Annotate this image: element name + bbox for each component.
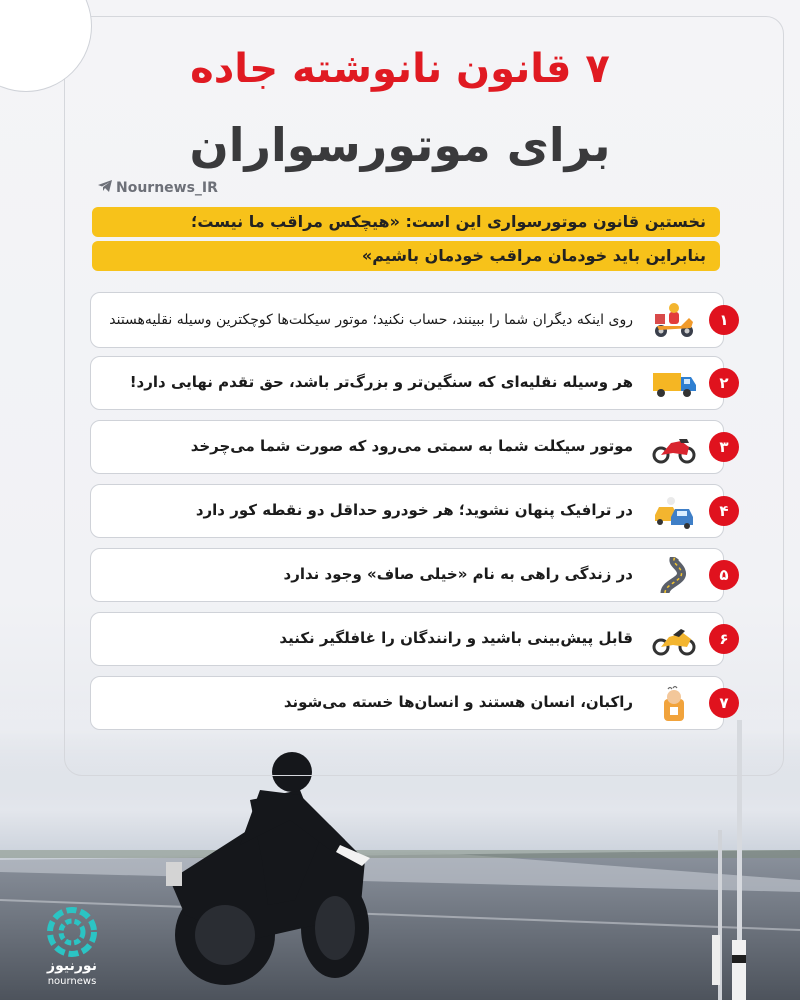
scooter-rider-icon — [651, 302, 697, 338]
rule-text-4: در ترافیک پنهان نشوید؛ هر خودرو حداقل دو نقطه کور دارد — [195, 501, 633, 520]
winding-road-icon — [651, 557, 697, 593]
rule-text-6: قابل پیش‌بینی باشید و رانندگان را غافلگیر نکنید — [279, 629, 633, 648]
nournews-logo[interactable] — [42, 906, 102, 990]
rule-card-1 — [90, 292, 729, 348]
truck-icon — [651, 365, 697, 401]
rule-text-7: راکبان، انسان هستند و انسان‌ها خسته می‌شوند — [283, 693, 633, 712]
rule-card-6 — [90, 612, 729, 666]
rule-card-2 — [90, 356, 729, 410]
rule-text-2: هر وسیله نقلیه‌ای که سنگین‌تر و بزرگ‌تر باشد، حق تقدم نهایی دارد! — [129, 373, 633, 392]
rule-card-3 — [90, 420, 729, 474]
rule-number-1: ۱ — [709, 305, 739, 335]
tired-rider-icon — [651, 685, 697, 721]
rule-number-6: ۶ — [709, 624, 739, 654]
intro-highlight-1: نخستین قانون موتورسواری این است: «هیچکس مراقب ما نیست؛ — [92, 207, 720, 237]
rule-number-4: ۴ — [709, 496, 739, 526]
source-credit — [98, 180, 218, 196]
rule-number-5: ۵ — [709, 560, 739, 590]
rule-card-5 — [90, 548, 729, 602]
rule-card-7 — [90, 676, 729, 730]
rule-text-3: موتور سیکلت شما به سمتی می‌رود که صورت شما می‌چرخد — [190, 437, 633, 456]
telegram-icon — [98, 180, 112, 196]
rule-text-1: روی اینکه دیگران شما را ببینند، حساب نکنید؛ موتور سیکلت‌ها کوچکترین وسیله نقلیه‌هستند — [109, 311, 633, 328]
logo-subtitle: nournews — [47, 976, 97, 987]
sport-motorcycle-icon — [651, 429, 697, 465]
intro-highlight-2: بنابراین باید خودمان مراقب خودمان باشیم» — [92, 241, 720, 271]
nournews-emblem-icon — [42, 906, 102, 958]
source-handle: Nournews_IR — [116, 180, 218, 196]
motorcycle-icon — [651, 621, 697, 657]
title-line-1: ۷ قانون نانوشته جاده — [190, 46, 610, 92]
car-crash-icon — [651, 493, 697, 529]
title-line-2: برای موتورسواران — [189, 118, 611, 172]
rule-text-5: در زندگی راهی به نام «خیلی صاف» وجود ندارد — [283, 565, 633, 584]
logo-name: نورنیوز — [47, 958, 97, 974]
rule-card-4 — [90, 484, 729, 538]
rule-number-7: ۷ — [709, 688, 739, 718]
rule-number-3: ۳ — [709, 432, 739, 462]
rule-number-2: ۲ — [709, 368, 739, 398]
